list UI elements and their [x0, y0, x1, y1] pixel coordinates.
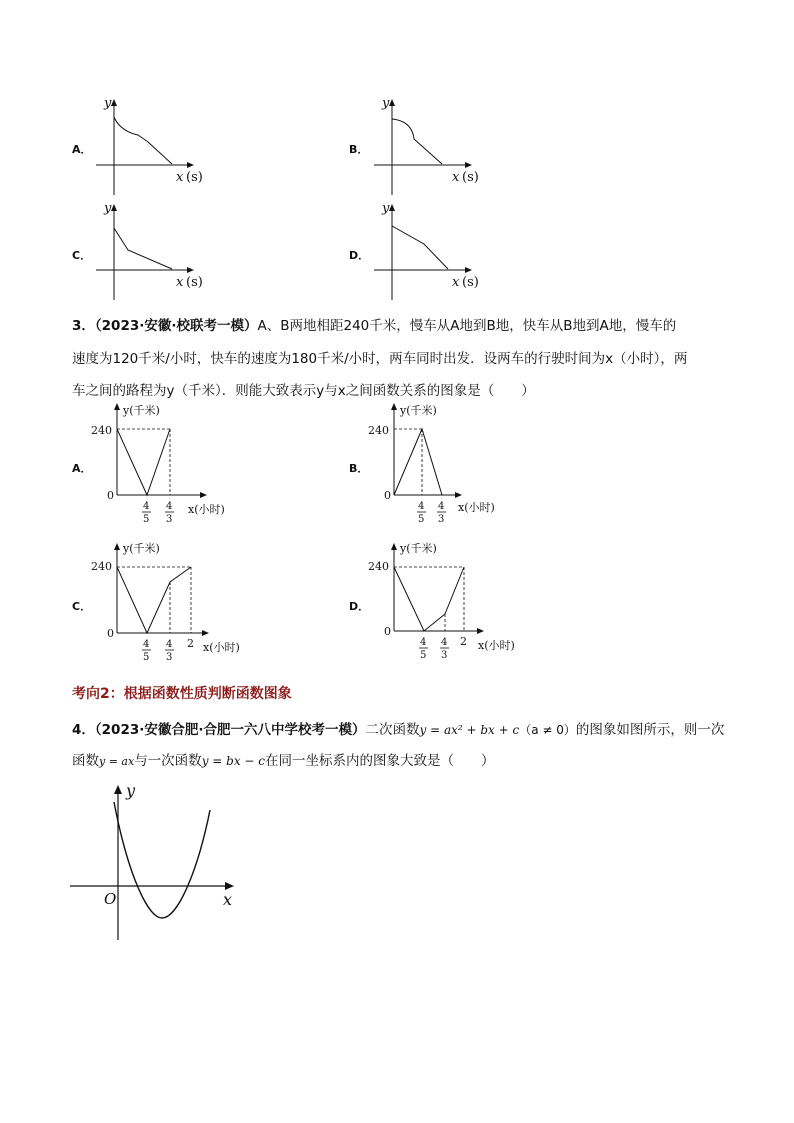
x-axis-label: x [223, 890, 233, 909]
y-axis-arrow [114, 543, 120, 550]
frac1-den: 5 [143, 652, 150, 663]
parabola-curve [114, 802, 210, 918]
curve [394, 429, 442, 495]
q3-number: 3． [72, 318, 95, 334]
x-axis-arrow [187, 162, 194, 168]
y-axis-label: y(千米) [123, 542, 160, 555]
q3-graph-a-y-axis-label: y(千米) [123, 404, 160, 417]
frac2-den: 3 [166, 652, 173, 663]
y-axis-arrow [111, 204, 117, 211]
y-axis-label: y(千米) [400, 404, 437, 417]
q3-source: （2023·安徽·校联考一模） [94, 318, 258, 334]
y-axis-arrow [391, 403, 397, 410]
q3-text-line-2: 速度为120千米/小时，快车的速度为180千米/小时，两车同时出发．设两车的行驶时间为x（小时），两 [72, 351, 688, 367]
frac2-den: 3 [441, 650, 448, 661]
y-axis-arrow [111, 99, 117, 106]
frac1-den: 5 [143, 514, 150, 525]
origin-label: 0 [107, 627, 114, 640]
y-axis-label: y [104, 201, 112, 216]
curve [392, 226, 448, 269]
curve [392, 119, 442, 164]
q4-source: （2023·安徽合肥·合肥一六八中学校考一模） [94, 722, 366, 738]
frac1-den: 5 [418, 514, 425, 525]
q3-graph-a [91, 400, 245, 525]
q4-formula-linear-1: y = ax [99, 755, 135, 768]
x-unit-label: (s) [462, 170, 479, 185]
curve [114, 228, 172, 269]
q4-formula-quadratic: y = ax² + bx + c [419, 723, 520, 737]
y-axis-arrow [114, 785, 122, 794]
x-axis-label: x(小时) [203, 641, 240, 654]
q3-option-d-label: D． [349, 600, 370, 613]
x-unit-label: (s) [186, 170, 203, 185]
q4-number: 4． [72, 722, 95, 738]
y-value-label: 240 [368, 560, 389, 573]
q3-option-c-label: C． [72, 600, 92, 613]
frac2-den: 3 [438, 514, 445, 525]
x-axis-label: x [452, 170, 460, 185]
q3-line-1 [72, 314, 676, 334]
q4-line-2 [72, 749, 495, 769]
q4-line-1 [72, 718, 724, 738]
frac1-den: 5 [420, 650, 427, 661]
y-axis-arrow [391, 543, 397, 550]
frac1-num: 4 [418, 501, 425, 512]
q3-line-3 [72, 379, 535, 399]
x-axis-label: x(小时) [458, 501, 495, 514]
option-a-label: A． [72, 143, 92, 156]
q4-text-line2-mid: 与一次函数 [134, 753, 202, 769]
q4-text-line2-pre: 函数 [72, 753, 99, 769]
y-axis-label: y [126, 781, 136, 800]
two-label: 2 [460, 635, 467, 648]
q3-graph-c [91, 538, 265, 668]
origin-label: 0 [384, 625, 391, 638]
q2-graph-c [90, 200, 210, 300]
y-axis-label: y(千米) [400, 542, 437, 555]
origin-label: O [104, 890, 117, 908]
frac1-num: 4 [143, 639, 150, 650]
curve [117, 567, 191, 633]
x-axis-arrow [200, 492, 207, 498]
x-unit-label: (s) [462, 275, 479, 290]
frac2-num: 4 [166, 639, 173, 650]
y-axis-label: y [382, 96, 390, 111]
x-axis-label: x(小时) [188, 503, 225, 516]
frac2-num: 4 [441, 637, 448, 648]
x-axis-arrow [465, 162, 472, 168]
y-value-label: 240 [91, 424, 112, 437]
origin-label: 0 [384, 489, 391, 502]
frac2-num: 4 [166, 501, 173, 512]
q3-graph-b [368, 400, 532, 525]
y-axis-label: y [382, 201, 390, 216]
q2-graph-a [90, 95, 210, 195]
frac1-num: 4 [143, 501, 150, 512]
x-axis-arrow [225, 882, 234, 890]
q4-text-line2-post: 在同一坐标系内的图象大致是（ ） [265, 753, 495, 769]
frac2-num: 4 [438, 501, 445, 512]
x-axis-label: x(小时) [478, 639, 515, 652]
y-axis-label: y [104, 96, 112, 111]
x-axis-label: x [176, 170, 184, 185]
y-axis-arrow [389, 204, 395, 211]
q3-option-a-label: A． [72, 462, 92, 475]
section-heading: 考向2：根据函数性质判断函数图象 [72, 686, 292, 702]
two-label: 2 [187, 637, 194, 650]
x-axis-arrow [455, 492, 462, 498]
q3-text-line-1: A、B两地相距240千米，慢车从A地到B地，快车从B地到A地，慢车的 [257, 318, 677, 334]
curve [117, 429, 170, 495]
origin-label: 0 [107, 489, 114, 502]
y-axis-arrow [114, 403, 120, 410]
q3-graph-d [368, 538, 542, 668]
x-axis-arrow [187, 267, 194, 273]
q3-option-b-label: B． [349, 462, 369, 475]
q4-text-post: 的图象如图所示，则一次 [575, 722, 725, 738]
x-axis-arrow [465, 267, 472, 273]
q4-formula-linear-2: y = bx − c [201, 754, 266, 768]
q2-graph-b [368, 95, 488, 195]
x-axis-label: x [452, 275, 460, 290]
q4-condition: （a ≠ 0） [519, 723, 576, 737]
q4-text-pre: 二次函数 [365, 722, 420, 738]
option-d-label: D． [349, 249, 370, 262]
q3-line-2 [72, 347, 687, 367]
frac1-num: 4 [420, 637, 427, 648]
y-value-label: 240 [368, 424, 389, 437]
x-axis-label: x [176, 275, 184, 290]
q4-parabola-graph [68, 780, 248, 945]
option-c-label: C． [72, 249, 92, 262]
frac2-den: 3 [166, 514, 173, 525]
y-axis-arrow [389, 99, 395, 106]
option-b-label: B． [349, 143, 369, 156]
curve [394, 567, 464, 631]
curve [114, 117, 172, 164]
x-axis-arrow [202, 630, 209, 636]
y-value-label: 240 [91, 560, 112, 573]
q3-text-line-3: 车之间的路程为y（千米）．则能大致表示y与x之间函数关系的图象是（ ） [72, 383, 535, 399]
q2-graph-d [368, 200, 488, 300]
x-axis-arrow [477, 628, 484, 634]
x-unit-label: (s) [186, 275, 203, 290]
